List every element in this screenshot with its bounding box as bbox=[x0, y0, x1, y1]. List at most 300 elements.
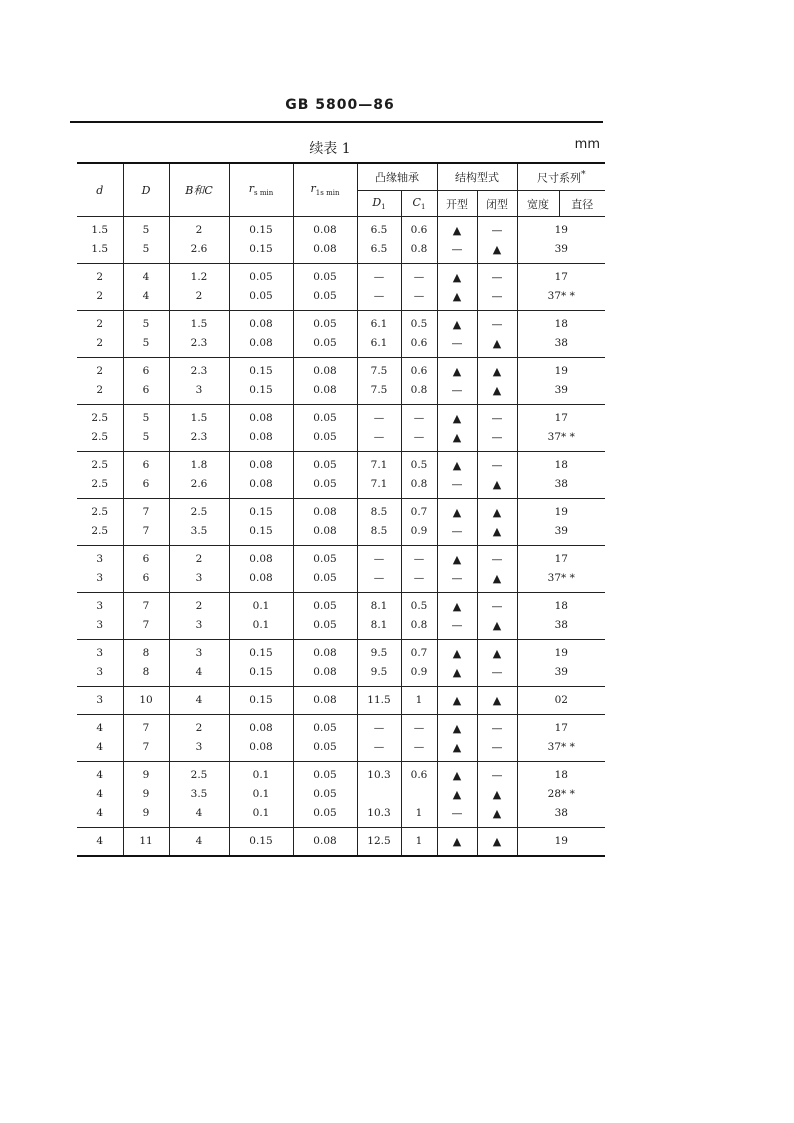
cell-value: 5 bbox=[142, 224, 150, 236]
cell-value: 2 bbox=[96, 337, 104, 349]
col-header-open: 开型 bbox=[437, 191, 477, 217]
table-body bbox=[77, 217, 605, 857]
cell-value: 0.08 bbox=[313, 224, 337, 236]
cell-D1 bbox=[357, 405, 401, 452]
cell-value: — bbox=[491, 224, 503, 237]
col-header-r1s-min: $r_{1s min}$ bbox=[293, 163, 357, 217]
cell-value: 4 bbox=[96, 807, 104, 819]
cell-value: 5 bbox=[142, 318, 150, 330]
cell-closed bbox=[477, 546, 517, 593]
cell-size-series bbox=[517, 358, 605, 405]
cell-value: 2 bbox=[96, 271, 104, 283]
cell-D bbox=[123, 762, 169, 828]
cell-BC bbox=[169, 405, 229, 452]
cell-value: ▲ bbox=[492, 835, 502, 848]
cell-value: 0.15 bbox=[249, 243, 273, 255]
cell-value: 2 bbox=[195, 290, 203, 302]
cell-closed bbox=[477, 640, 517, 687]
cell-value: 0.7 bbox=[410, 647, 428, 659]
cell-value: 10.3 bbox=[367, 807, 391, 819]
cell-value: 6 bbox=[142, 459, 150, 471]
cell-BC bbox=[169, 546, 229, 593]
cell-rs bbox=[229, 217, 293, 264]
cell-BC bbox=[169, 264, 229, 311]
cell-value: 0.15 bbox=[249, 694, 273, 706]
cell-closed bbox=[477, 499, 517, 546]
col-header-closed: 闭型 bbox=[477, 191, 517, 217]
cell-rs bbox=[229, 687, 293, 715]
cell-value: 1.5 bbox=[91, 224, 109, 236]
cell-value: 3 bbox=[96, 666, 104, 678]
cell-C1 bbox=[401, 358, 437, 405]
cell-value: ▲ bbox=[452, 290, 462, 303]
cell-value: 0.08 bbox=[249, 412, 273, 424]
cell-value: 3 bbox=[195, 741, 203, 753]
cell-value: ▲ bbox=[492, 337, 502, 350]
cell-value: 8.1 bbox=[370, 600, 388, 612]
cell-value: 11 bbox=[139, 835, 153, 847]
cell-open bbox=[437, 264, 477, 311]
cell-C1 bbox=[401, 593, 437, 640]
cell-value: ▲ bbox=[492, 243, 502, 256]
cell-D1 bbox=[357, 358, 401, 405]
cell-value: 4 bbox=[96, 788, 104, 800]
size-series-value: 39 bbox=[554, 525, 568, 537]
size-series-value: 18 bbox=[554, 600, 568, 612]
cell-value: 10.3 bbox=[367, 769, 391, 781]
cell-value: 0.6 bbox=[410, 769, 428, 781]
cell-size-series bbox=[517, 499, 605, 546]
cell-r1s bbox=[293, 762, 357, 828]
cell-rs bbox=[229, 546, 293, 593]
cell-C1 bbox=[401, 264, 437, 311]
cell-d bbox=[77, 546, 123, 593]
cell-value: 4 bbox=[96, 722, 104, 734]
cell-open bbox=[437, 640, 477, 687]
cell-value: 0.7 bbox=[410, 506, 428, 518]
cell-value: 0.05 bbox=[313, 478, 337, 490]
col-header-C1: $C_1$ bbox=[401, 191, 437, 217]
table-row-group bbox=[77, 687, 605, 715]
cell-value: ▲ bbox=[452, 553, 462, 566]
cell-d bbox=[77, 715, 123, 762]
cell-value: 0.08 bbox=[313, 506, 337, 518]
cell-value: 5 bbox=[142, 243, 150, 255]
size-series-value: 28* * bbox=[547, 788, 575, 800]
cell-size-series bbox=[517, 640, 605, 687]
cell-value: 0.6 bbox=[410, 224, 428, 236]
cell-d bbox=[77, 640, 123, 687]
cell-value: ▲ bbox=[492, 506, 502, 519]
cell-r1s bbox=[293, 546, 357, 593]
cell-value: 0.1 bbox=[252, 769, 270, 781]
cell-value: 0.05 bbox=[249, 290, 273, 302]
cell-value: 9 bbox=[142, 788, 150, 800]
cell-value: 0.08 bbox=[249, 553, 273, 565]
cell-C1 bbox=[401, 640, 437, 687]
cell-value: — bbox=[413, 741, 425, 753]
col-header-D: D bbox=[123, 163, 169, 217]
cell-value: — bbox=[491, 666, 503, 679]
cell-d bbox=[77, 405, 123, 452]
cell-closed bbox=[477, 828, 517, 857]
cell-D1 bbox=[357, 828, 401, 857]
cell-value: 0.1 bbox=[252, 619, 270, 631]
cell-value: 4 bbox=[195, 807, 203, 819]
cell-value: 0.05 bbox=[313, 722, 337, 734]
cell-value: ▲ bbox=[492, 807, 502, 820]
cell-value: 0.15 bbox=[249, 224, 273, 236]
cell-value: — bbox=[451, 619, 463, 632]
cell-value: — bbox=[491, 290, 503, 303]
cell-D bbox=[123, 499, 169, 546]
col-header-width: 宽度 bbox=[517, 191, 559, 217]
cell-value: 0.05 bbox=[313, 271, 337, 283]
table-row-group bbox=[77, 715, 605, 762]
cell-value: 0.05 bbox=[313, 431, 337, 443]
cell-value: ▲ bbox=[452, 224, 462, 237]
size-series-value: 38 bbox=[554, 478, 568, 490]
cell-value: 1.5 bbox=[190, 412, 208, 424]
cell-value: 7 bbox=[142, 741, 150, 753]
cell-value: 1.5 bbox=[91, 243, 109, 255]
cell-value: 0.08 bbox=[249, 431, 273, 443]
cell-value: ▲ bbox=[452, 459, 462, 472]
cell-value: 0.05 bbox=[313, 459, 337, 471]
cell-value: ▲ bbox=[452, 741, 462, 754]
cell-value: — bbox=[373, 553, 385, 565]
cell-D bbox=[123, 311, 169, 358]
cell-D bbox=[123, 264, 169, 311]
cell-value: 3 bbox=[96, 694, 104, 706]
cell-value: 4 bbox=[195, 666, 203, 678]
cell-value: 5 bbox=[142, 412, 150, 424]
cell-rs bbox=[229, 593, 293, 640]
cell-C1 bbox=[401, 311, 437, 358]
cell-value: — bbox=[373, 290, 385, 302]
cell-d bbox=[77, 762, 123, 828]
cell-value: 2.5 bbox=[91, 478, 109, 490]
cell-r1s bbox=[293, 593, 357, 640]
cell-open bbox=[437, 762, 477, 828]
cell-BC bbox=[169, 762, 229, 828]
cell-value: 7 bbox=[142, 619, 150, 631]
cell-value: 0.8 bbox=[410, 619, 428, 631]
cell-value: 0.8 bbox=[410, 384, 428, 396]
size-series-value: 18 bbox=[554, 769, 568, 781]
cell-value: 0.05 bbox=[313, 600, 337, 612]
cell-size-series bbox=[517, 546, 605, 593]
cell-value: 5 bbox=[142, 337, 150, 349]
cell-open bbox=[437, 546, 477, 593]
cell-value: 3 bbox=[96, 647, 104, 659]
cell-value: 0.1 bbox=[252, 788, 270, 800]
size-series-value: 18 bbox=[554, 459, 568, 471]
cell-r1s bbox=[293, 687, 357, 715]
cell-value: 6.5 bbox=[370, 243, 388, 255]
cell-value: 1 bbox=[415, 835, 423, 847]
cell-value: 0.1 bbox=[252, 600, 270, 612]
cell-open bbox=[437, 217, 477, 264]
size-series-value: 19 bbox=[554, 365, 568, 377]
cell-value: — bbox=[451, 525, 463, 538]
cell-size-series bbox=[517, 687, 605, 715]
cell-BC bbox=[169, 687, 229, 715]
cell-d bbox=[77, 687, 123, 715]
cell-D1 bbox=[357, 264, 401, 311]
cell-value: 3 bbox=[195, 647, 203, 659]
cell-value: 8.5 bbox=[370, 525, 388, 537]
cell-value: 2.5 bbox=[91, 431, 109, 443]
cell-BC bbox=[169, 593, 229, 640]
cell-value: 2 bbox=[195, 553, 203, 565]
cell-value: 2 bbox=[195, 722, 203, 734]
cell-value: 0.6 bbox=[410, 337, 428, 349]
cell-value: 1.8 bbox=[190, 459, 208, 471]
cell-C1 bbox=[401, 715, 437, 762]
cell-value: 0.08 bbox=[249, 318, 273, 330]
cell-value: 1 bbox=[415, 807, 423, 819]
cell-D bbox=[123, 640, 169, 687]
cell-value: 0.05 bbox=[313, 572, 337, 584]
cell-r1s bbox=[293, 640, 357, 687]
cell-value: 1.5 bbox=[190, 318, 208, 330]
cell-D bbox=[123, 687, 169, 715]
cell-value: 3 bbox=[96, 572, 104, 584]
cell-value: 12.5 bbox=[367, 835, 391, 847]
table-row-group bbox=[77, 546, 605, 593]
cell-closed bbox=[477, 311, 517, 358]
cell-value: 0.15 bbox=[249, 506, 273, 518]
cell-value: 9.5 bbox=[370, 647, 388, 659]
cell-r1s bbox=[293, 452, 357, 499]
cell-value: 0.05 bbox=[313, 318, 337, 330]
cell-value: 8.5 bbox=[370, 506, 388, 518]
size-series-value: 37* * bbox=[547, 572, 575, 584]
cell-value: 2.6 bbox=[190, 243, 208, 255]
cell-D bbox=[123, 828, 169, 857]
table-row-group bbox=[77, 499, 605, 546]
cell-d bbox=[77, 311, 123, 358]
cell-C1 bbox=[401, 687, 437, 715]
cell-rs bbox=[229, 828, 293, 857]
cell-value: 6 bbox=[142, 478, 150, 490]
size-series-value: 19 bbox=[554, 224, 568, 236]
cell-value: 4 bbox=[96, 741, 104, 753]
cell-value: — bbox=[451, 572, 463, 585]
cell-D bbox=[123, 546, 169, 593]
cell-value: 0.08 bbox=[249, 572, 273, 584]
cell-value: ▲ bbox=[492, 619, 502, 632]
cell-value: 0.15 bbox=[249, 666, 273, 678]
cell-value: — bbox=[491, 600, 503, 613]
cell-value: ▲ bbox=[492, 572, 502, 585]
cell-r1s bbox=[293, 264, 357, 311]
cell-value: 6.1 bbox=[370, 337, 388, 349]
cell-closed bbox=[477, 358, 517, 405]
cell-value: — bbox=[373, 431, 385, 443]
cell-value: — bbox=[491, 459, 503, 472]
cell-BC bbox=[169, 311, 229, 358]
cell-rs bbox=[229, 762, 293, 828]
cell-open bbox=[437, 358, 477, 405]
cell-rs bbox=[229, 405, 293, 452]
cell-value: 3 bbox=[96, 619, 104, 631]
cell-value: — bbox=[491, 769, 503, 782]
cell-value: 0.08 bbox=[313, 694, 337, 706]
cell-D1 bbox=[357, 546, 401, 593]
cell-d bbox=[77, 452, 123, 499]
cell-value: ▲ bbox=[452, 412, 462, 425]
cell-value: — bbox=[491, 553, 503, 566]
cell-rs bbox=[229, 264, 293, 311]
size-series-value: 37* * bbox=[547, 290, 575, 302]
bearing-table-wrapper bbox=[77, 162, 605, 857]
cell-value: — bbox=[413, 412, 425, 424]
cell-open bbox=[437, 593, 477, 640]
cell-value: — bbox=[451, 478, 463, 491]
cell-value: — bbox=[413, 431, 425, 443]
cell-value: 0.15 bbox=[249, 384, 273, 396]
cell-value: 0.05 bbox=[249, 271, 273, 283]
cell-closed bbox=[477, 687, 517, 715]
cell-BC bbox=[169, 499, 229, 546]
cell-rs bbox=[229, 499, 293, 546]
cell-value: 7 bbox=[142, 506, 150, 518]
cell-rs bbox=[229, 311, 293, 358]
cell-value: 9 bbox=[142, 769, 150, 781]
cell-value: 0.1 bbox=[252, 807, 270, 819]
cell-value: ▲ bbox=[492, 694, 502, 707]
cell-open bbox=[437, 715, 477, 762]
cell-value: 4 bbox=[96, 835, 104, 847]
cell-D1 bbox=[357, 687, 401, 715]
cell-value: — bbox=[451, 337, 463, 350]
cell-d bbox=[77, 593, 123, 640]
size-series-value: 17 bbox=[554, 412, 568, 424]
cell-value: 4 bbox=[96, 769, 104, 781]
cell-d bbox=[77, 264, 123, 311]
cell-d bbox=[77, 828, 123, 857]
cell-value: ▲ bbox=[452, 666, 462, 679]
cell-value: 0.08 bbox=[313, 365, 337, 377]
size-series-value: 19 bbox=[554, 506, 568, 518]
cell-value: 0.15 bbox=[249, 647, 273, 659]
cell-d bbox=[77, 358, 123, 405]
table-row-group bbox=[77, 358, 605, 405]
col-header-flange-bearing: 凸缘轴承 bbox=[357, 163, 437, 191]
cell-value: 5 bbox=[142, 431, 150, 443]
cell-size-series bbox=[517, 405, 605, 452]
cell-value: ▲ bbox=[452, 835, 462, 848]
cell-value: 0.08 bbox=[313, 243, 337, 255]
cell-value: 4 bbox=[142, 290, 150, 302]
cell-D bbox=[123, 217, 169, 264]
cell-D bbox=[123, 358, 169, 405]
cell-value: 3.5 bbox=[190, 525, 208, 537]
cell-C1 bbox=[401, 217, 437, 264]
cell-value: 0.08 bbox=[313, 666, 337, 678]
cell-value: 0.08 bbox=[249, 459, 273, 471]
table-row-group bbox=[77, 405, 605, 452]
cell-value: ▲ bbox=[452, 600, 462, 613]
cell-value: 0.05 bbox=[313, 741, 337, 753]
cell-value: 2.5 bbox=[91, 506, 109, 518]
cell-value: — bbox=[491, 412, 503, 425]
cell-value: 0.5 bbox=[410, 600, 428, 612]
cell-value: — bbox=[373, 412, 385, 424]
size-series-value: 18 bbox=[554, 318, 568, 330]
cell-D1 bbox=[357, 452, 401, 499]
bearing-dimensions-table bbox=[77, 162, 605, 857]
cell-C1 bbox=[401, 546, 437, 593]
cell-value: ▲ bbox=[452, 769, 462, 782]
cell-BC bbox=[169, 640, 229, 687]
col-header-rs-min: $r_{s min}$ bbox=[229, 163, 293, 217]
size-series-value: 38 bbox=[554, 619, 568, 631]
cell-value: ▲ bbox=[492, 384, 502, 397]
cell-value: 0.5 bbox=[410, 318, 428, 330]
cell-value: 7.5 bbox=[370, 365, 388, 377]
col-header-structure-type: 结构型式 bbox=[437, 163, 517, 191]
cell-value: 6.5 bbox=[370, 224, 388, 236]
cell-value: 7 bbox=[142, 722, 150, 734]
cell-size-series bbox=[517, 311, 605, 358]
cell-value bbox=[402, 785, 437, 804]
size-series-value: 37* * bbox=[547, 431, 575, 443]
cell-value: 6 bbox=[142, 572, 150, 584]
cell-value: 3.5 bbox=[190, 788, 208, 800]
cell-value: 0.05 bbox=[313, 290, 337, 302]
cell-value: — bbox=[451, 243, 463, 256]
col-header-size-series: 尺寸系列* bbox=[517, 163, 605, 191]
cell-D1 bbox=[357, 715, 401, 762]
cell-closed bbox=[477, 452, 517, 499]
table-row-group bbox=[77, 264, 605, 311]
cell-value: 2.5 bbox=[91, 525, 109, 537]
cell-closed bbox=[477, 715, 517, 762]
cell-value: 0.08 bbox=[313, 647, 337, 659]
cell-value: 8 bbox=[142, 666, 150, 678]
cell-size-series bbox=[517, 762, 605, 828]
cell-D1 bbox=[357, 217, 401, 264]
unit-label: mm bbox=[574, 137, 600, 152]
cell-rs bbox=[229, 640, 293, 687]
cell-size-series bbox=[517, 264, 605, 311]
cell-value: 0.05 bbox=[313, 337, 337, 349]
cell-d bbox=[77, 499, 123, 546]
cell-value: 0.6 bbox=[410, 365, 428, 377]
table-row-group bbox=[77, 828, 605, 857]
cell-value: 2.3 bbox=[190, 365, 208, 377]
cell-value: 7.1 bbox=[370, 478, 388, 490]
size-series-value: 38 bbox=[554, 337, 568, 349]
cell-value: 8.1 bbox=[370, 619, 388, 631]
size-series-value: 37* * bbox=[547, 741, 575, 753]
cell-value: 7.1 bbox=[370, 459, 388, 471]
cell-value: 0.08 bbox=[249, 337, 273, 349]
cell-value: 0.08 bbox=[249, 478, 273, 490]
cell-value: 2 bbox=[195, 600, 203, 612]
cell-value: 0.5 bbox=[410, 459, 428, 471]
cell-value bbox=[358, 785, 401, 804]
cell-value: 0.05 bbox=[313, 788, 337, 800]
cell-value: — bbox=[491, 271, 503, 284]
cell-value: — bbox=[491, 722, 503, 735]
cell-value: 2.3 bbox=[190, 431, 208, 443]
cell-BC bbox=[169, 217, 229, 264]
cell-D bbox=[123, 593, 169, 640]
